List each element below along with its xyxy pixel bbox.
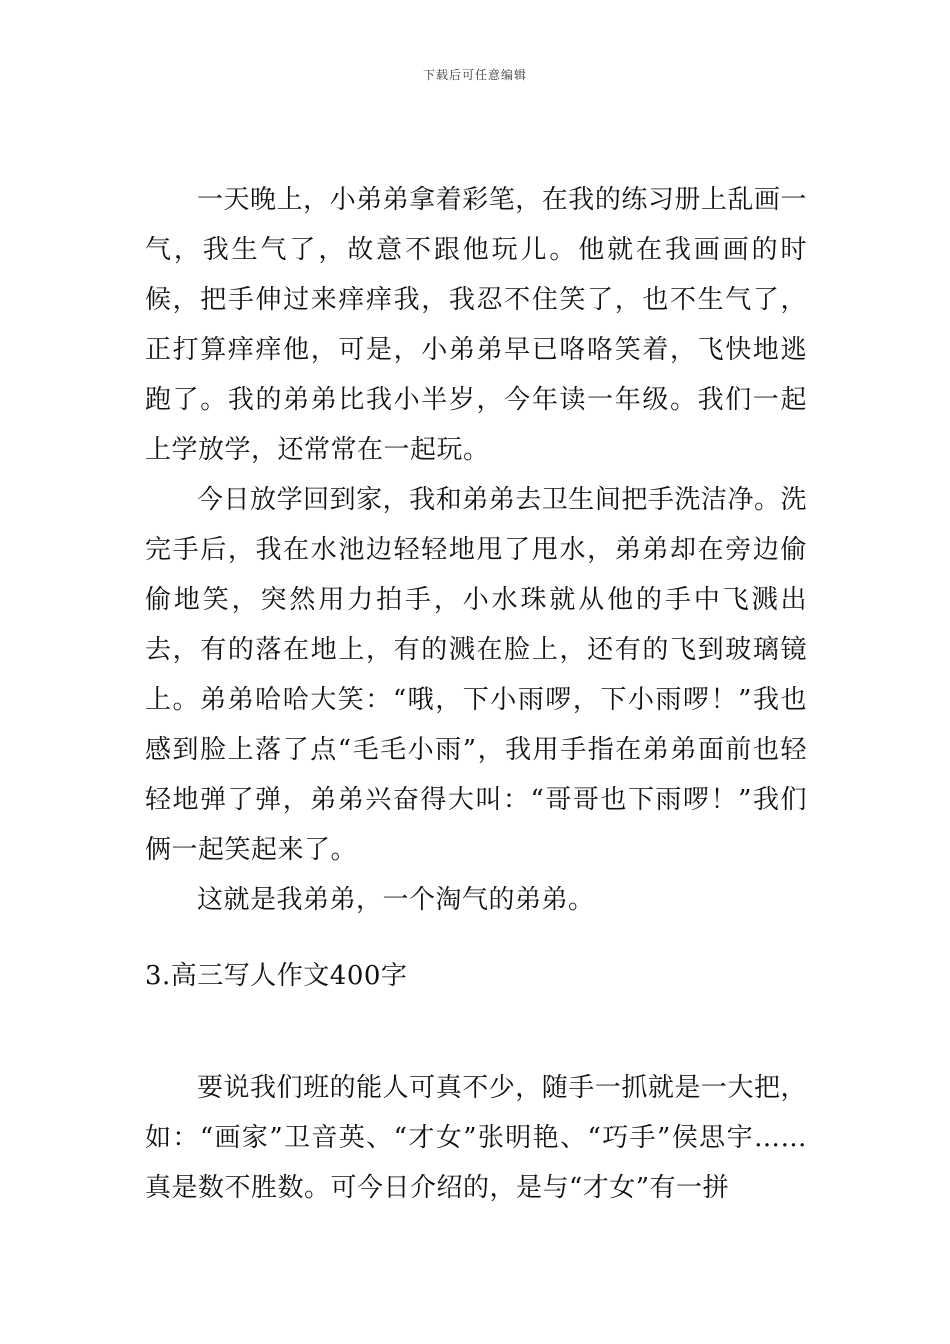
paragraph-4: 要说我们班的能人可真不少，随手一抓就是一大把，如：“画家”卫音英、“才女”张明艳、“巧手”侯思宇……真是数不胜数。可今日介绍的，是与“才女”有一拼	[145, 1073, 807, 1203]
paragraph-1: 一天晚上，小弟弟拿着彩笔，在我的练习册上乱画一气，我生气了，故意不跟他玩儿。他就在我画画的时候，把手伸过来痒痒我，我忍不住笑了，也不生气了，正打算痒痒他，可是，小弟弟早已咯咯笑着，飞快地逃跑了。我的弟弟比我小半岁，今年读一年级。我们一起上学放学，还常常在一起玩。	[145, 185, 807, 465]
section-heading: 3.高三写人作文400字	[145, 961, 408, 991]
page-header-note: 下载后可任意编辑	[422, 68, 527, 82]
spacer	[145, 1001, 807, 1063]
document-body	[145, 175, 807, 1213]
paragraph-3: 这就是我弟弟，一个淘气的弟弟。	[197, 885, 595, 915]
paragraph-2: 今日放学回到家，我和弟弟去卫生间把手洗洁净。洗完手后，我在水池边轻轻地甩了甩水，弟弟却在旁边偷偷地笑，突然用力拍手，小水珠就从他的手中飞溅出去，有的落在地上，有的溅在脸上，还有的飞到玻璃镜上。弟弟哈哈大笑：“哦，下小雨啰，下小雨啰！”我也感到脸上落了点“毛毛小雨”，我用手指在弟弟面前也轻轻地弹了弹，弟弟兴奋得大叫：“哥哥也下雨啰！”我们俩一起笑起来了。	[145, 485, 807, 865]
spacer	[145, 925, 807, 951]
